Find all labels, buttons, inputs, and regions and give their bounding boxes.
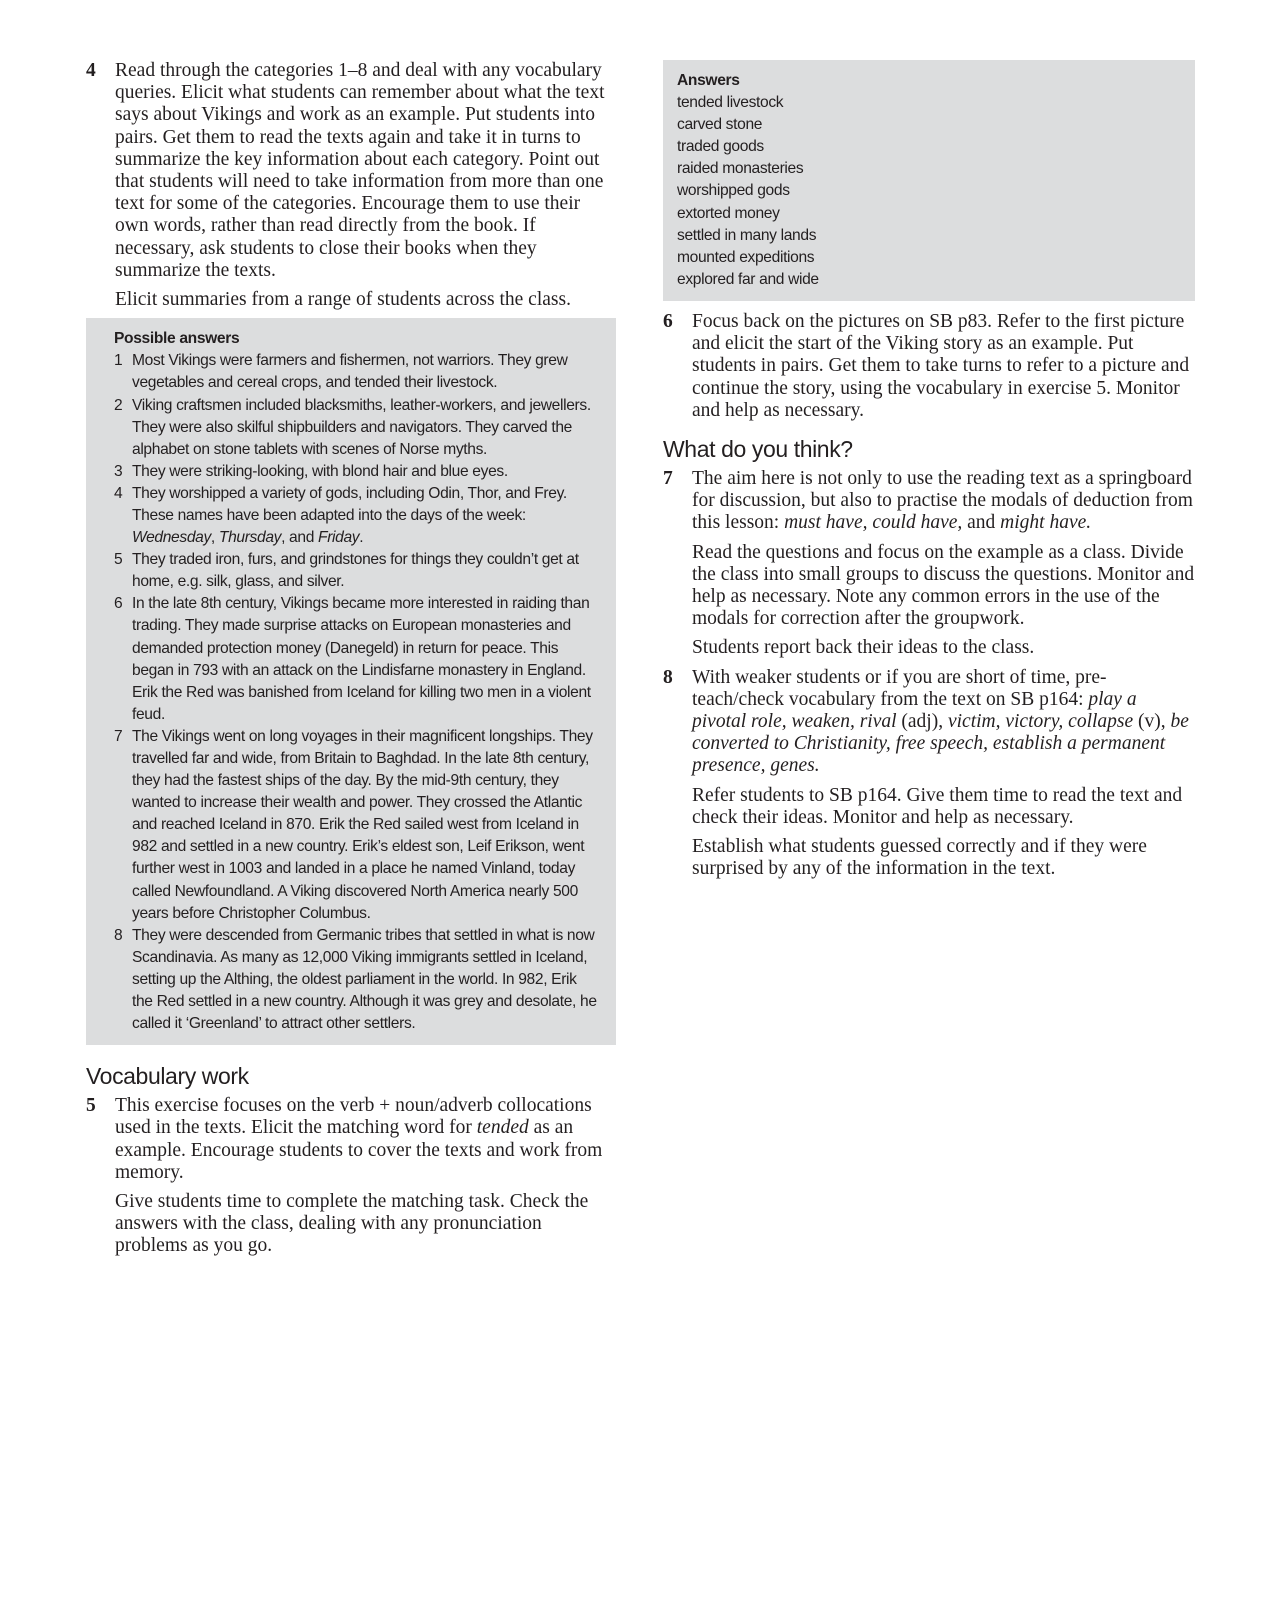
list-number: 7: [114, 727, 123, 745]
answer-line: worshipped gods: [677, 182, 790, 200]
possible-answers-box: [86, 318, 616, 1045]
text-run: (v),: [1133, 710, 1171, 732]
text-run: as an example. Encourage students to cover the texts and work from memory.: [115, 1117, 603, 1183]
day-name: Friday: [318, 529, 360, 547]
exercise-number: 5: [86, 1095, 96, 1117]
answer-line: mounted expeditions: [677, 248, 815, 266]
text-run: The aim here is not only to use the reading text as a springboard for discussion, but also to practise the modals of deduction from this lesson:: [692, 467, 1193, 534]
list-item: [114, 726, 600, 925]
answer-line: carved stone: [677, 116, 763, 134]
list-number: 3: [114, 462, 123, 480]
answers-box: [663, 60, 1195, 301]
list-item: [114, 483, 600, 549]
exercise-4-paragraph-1: Read through the categories 1–8 and deal with any vocabulary queries. Elicit what students can remember about what the text says about Vikings and work as an example. Put students into pairs. Get them to read the texts again and take it in turns to summarize the key information about each category. Point out that students will need to take information from more than one text for some of the categories. Encourage them to use their own words, rather than read directly from the book. If necessary, ask students to close their books when they summarize the texts.: [115, 60, 605, 281]
list-number: 8: [114, 926, 123, 944]
answer-line: raided monasteries: [677, 160, 804, 178]
list-text: The Vikings went on long voyages in their magnificent longships. They travelled far and wide, from Britain to Baghdad. In the late 8th century, they had the fastest ships of the day. By the mid-9th century, they wanted to increase their wealth and power. They crossed the Atlantic and reached Iceland in 870. Erik the Red sailed west from Iceland in 982 and settled in a new country. Erik’s eldest son, Leif Erikson, went further west in 1003 and landed in a place he named Vinland, today called Newfoundland. A Viking discovered North America nearly 500 years before Christopher Columbus.: [132, 727, 593, 922]
list-item: [114, 925, 600, 1035]
exercise-number: 6: [663, 310, 673, 332]
list-text: In the late 8th century, Vikings became more interested in raiding than trading. They made surprise attacks on European monasteries and demanded protection money (Danegeld) in return for peace. This began in 793 with an attack on the Lindisfarne monastery in England. Erik the Red was banished from Iceland for killing two men in a violent feud.: [132, 595, 591, 723]
answer-line: traded goods: [677, 138, 764, 156]
exercise-5-paragraph-2: Give students time to complete the matching task. Check the answers with the class, dealing with any pronunciation problems as you go.: [115, 1191, 589, 1257]
list-number: 2: [114, 396, 123, 414]
day-name: Wednesday: [132, 529, 211, 547]
text-run: and: [962, 512, 1001, 534]
exercise-number: 7: [663, 467, 673, 489]
separator: , and: [281, 529, 319, 547]
list-text: They traded iron, furs, and grindstones for things they couldn’t get at home, e.g. silk, glass, and silver.: [132, 551, 579, 591]
list-number: 5: [114, 551, 123, 569]
exercise-5-paragraph-1: [115, 1095, 616, 1184]
italic-term: play a pivotal role, weaken, rival: [692, 688, 1137, 732]
answer-line: extorted money: [677, 204, 780, 222]
list-item: [114, 461, 600, 483]
list-text: They worshipped a variety of gods, including Odin, Thor, and Frey. These names have been adapted into the days of the week:: [132, 484, 567, 524]
list-text: They were descended from Germanic tribes that settled in what is now Scandinavia. As many as 12,000 Viking immigrants settled in Iceland, setting up the Althing, the oldest parliament in the world. In 982, Erik the Red settled in a new country. Although it was grey and desolate, he called it ‘Greenland’ to attract other settlers.: [132, 926, 597, 1033]
list-number: 1: [114, 352, 123, 370]
exercise-4: [86, 60, 616, 311]
possible-answers-title: Possible answers: [114, 330, 240, 348]
exercise-7-paragraph-2: Read the questions and focus on the example as a class. Divide the class into small groups to discuss the questions. Monitor and help as necessary. Note any common errors in the use of the modals for correction after the groupwork.: [692, 541, 1195, 630]
exercise-4-paragraph-2: Elicit summaries from a range of students across the class.: [115, 289, 571, 311]
list-text: Viking craftsmen included blacksmiths, leather-workers, and jewellers. They were also skilful shipbuilders and navigators. They carved the alphabet on stone tablets with scenes of Norse myths.: [132, 396, 591, 458]
list-number: 4: [114, 484, 123, 502]
exercise-8-paragraph-2: Refer students to SB p164. Give them time to read the text and check their ideas. Monitor and help as necessary.: [692, 784, 1183, 828]
left-column: [86, 60, 616, 1265]
exercise-7-paragraph-1: [692, 468, 1195, 535]
answers-title: Answers: [677, 72, 740, 89]
italic-term: victim, victory, collapse: [947, 710, 1134, 732]
list-item: [114, 549, 600, 593]
list-text: They were striking-looking, with blond hair and blue eyes.: [132, 462, 508, 480]
separator: ,: [210, 529, 219, 547]
exercise-6: [663, 311, 1195, 422]
exercise-7-paragraph-3: Students report back their ideas to the class.: [692, 637, 1035, 659]
exercise-number: 8: [663, 666, 673, 688]
italic-term: must have, could have,: [784, 512, 963, 534]
exercise-7: [663, 468, 1195, 660]
exercise-8: [663, 667, 1195, 881]
exercise-8-paragraph-3: Establish what students guessed correctly and if they were surprised by any of the information in the text.: [692, 836, 1147, 880]
italic-term: be converted to Christianity, free speech, establish a permanent presence, genes.: [692, 710, 1189, 777]
answer-line: explored far and wide: [677, 270, 819, 288]
day-name: Thursday: [218, 529, 282, 547]
exercise-number: 4: [86, 60, 96, 81]
exercise-6-paragraph: Focus back on the pictures on SB p83. Refer to the first picture and elicit the start of the Viking story as an example. Put students in pairs. Get them to take turns to refer to a picture and continue the story, using the vocabulary in exercise 5. Monitor and help as necessary.: [692, 310, 1190, 421]
text-run: With weaker students or if you are short of time, pre-teach/check vocabulary from the text on SB p164:: [692, 666, 1107, 710]
answer-line: settled in many lands: [677, 226, 817, 244]
italic-term: might have.: [1000, 512, 1092, 534]
italic-term: tended: [476, 1117, 529, 1139]
possible-answers-list: [114, 350, 600, 1035]
section-heading-vocabulary: Vocabulary work: [86, 1063, 249, 1090]
text-run: This exercise focuses on the verb + noun/adverb collocations used in the texts. Elicit the matching word for: [115, 1095, 592, 1139]
section-heading-what-do-you-think: What do you think?: [663, 435, 853, 462]
list-item: [114, 593, 600, 726]
separator: .: [359, 529, 364, 547]
answer-line: tended livestock: [677, 94, 784, 112]
right-column: [663, 60, 1195, 887]
exercise-8-paragraph-1: [692, 667, 1195, 778]
list-item: [114, 395, 600, 461]
exercise-5: [86, 1095, 616, 1257]
list-item: [114, 350, 600, 394]
list-number: 6: [114, 595, 123, 613]
list-text: Most Vikings were farmers and fishermen, not warriors. They grew vegetables and cereal crops, and tended their livestock.: [132, 352, 568, 392]
text-run: (adj),: [896, 710, 948, 732]
